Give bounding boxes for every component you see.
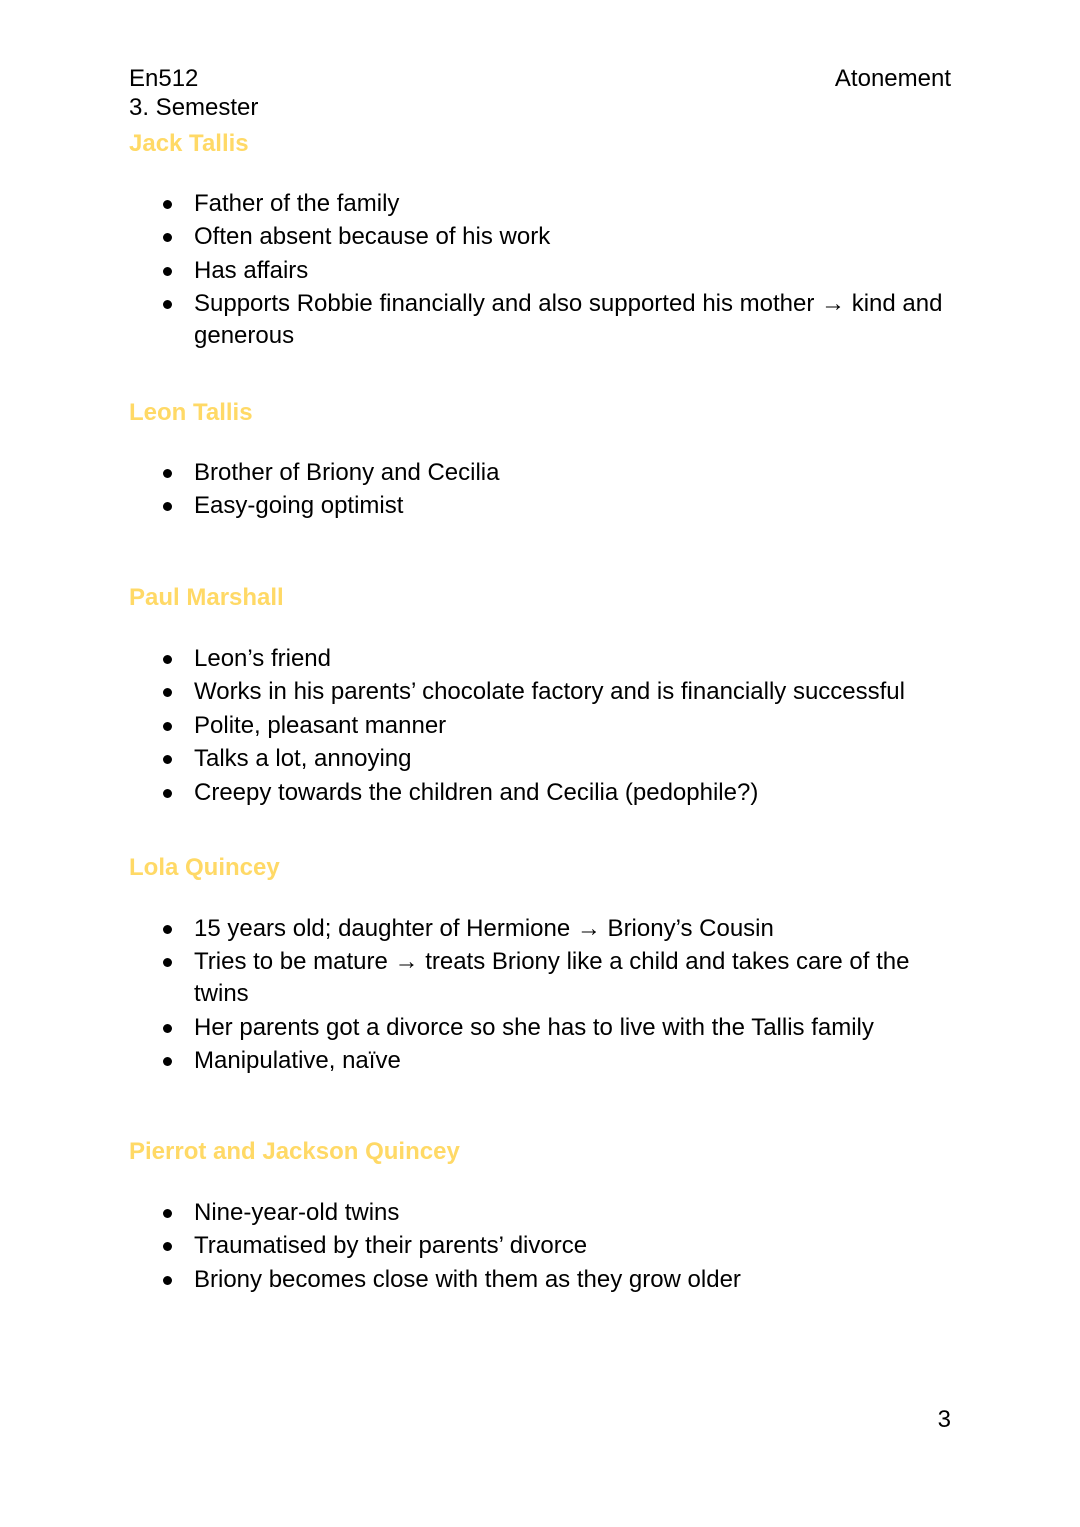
list-item: Supports Robbie financially and also supported his mother → kind and generous <box>129 288 959 352</box>
list-item: Brother of Briony and Cecilia <box>129 457 959 489</box>
list-item: Often absent because of his work <box>129 221 959 253</box>
list-item: Easy-going optimist <box>129 490 959 522</box>
section-jack-tallis <box>129 129 959 354</box>
semester-label: 3. Semester <box>129 94 259 121</box>
section-title: Leon Tallis <box>129 399 253 426</box>
section-title: Paul Marshall <box>129 584 284 611</box>
header-left <box>129 64 258 122</box>
section-title: Pierrot and Jackson Quincey <box>129 1138 460 1165</box>
list-item: Briony becomes close with them as they grow older <box>129 1264 959 1296</box>
bullet-list <box>129 188 959 352</box>
section-paul-marshall <box>129 583 959 810</box>
list-item: Tries to be mature → treats Briony like a child and takes care of the twins <box>129 946 959 1010</box>
section-lola-quincey <box>129 853 959 1079</box>
bullet-list <box>129 457 959 522</box>
list-item: Talks a lot, annoying <box>129 743 959 775</box>
list-item: 15 years old; daughter of Hermione → Briony’s Cousin <box>129 913 959 945</box>
list-item: Works in his parents’ chocolate factory and is financially successful <box>129 676 959 708</box>
bullet-list <box>129 1197 959 1296</box>
list-item: Traumatised by their parents’ divorce <box>129 1230 959 1262</box>
document-title: Atonement <box>834 65 951 92</box>
section-leon-tallis <box>129 398 959 524</box>
list-item: Manipulative, naïve <box>129 1045 959 1077</box>
section-title: Lola Quincey <box>129 854 280 881</box>
list-item: Creepy towards the children and Cecilia (pedophile?) <box>129 777 959 809</box>
course-code: En512 <box>129 65 199 92</box>
list-item: Her parents got a divorce so she has to live with the Tallis family <box>129 1012 959 1044</box>
bullet-list <box>129 913 959 1077</box>
list-item: Father of the family <box>129 188 959 220</box>
section-pierrot-and-jackson-quincey <box>129 1137 959 1297</box>
bullet-list <box>129 643 959 809</box>
list-item: Leon’s friend <box>129 643 959 675</box>
section-title: Jack Tallis <box>129 130 249 157</box>
list-item: Polite, pleasant manner <box>129 710 959 742</box>
list-item: Nine-year-old twins <box>129 1197 959 1229</box>
list-item: Has affairs <box>129 255 959 287</box>
page-number: 3 <box>937 1406 951 1433</box>
